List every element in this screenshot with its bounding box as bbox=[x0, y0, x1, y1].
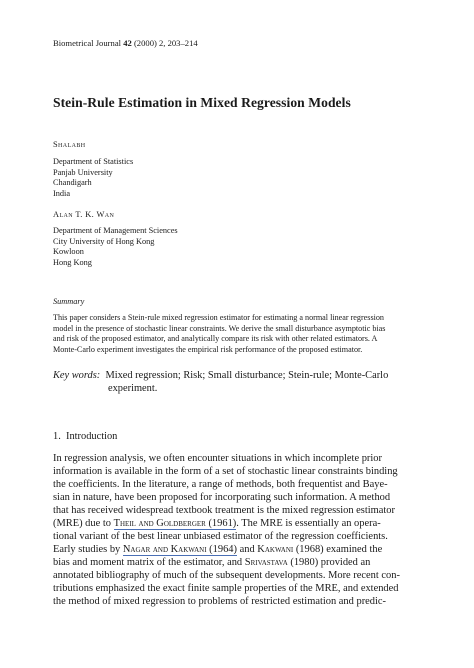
body-line bbox=[53, 517, 423, 530]
affiliation-line: Department of Management Sciences bbox=[53, 226, 178, 235]
section-number: 1. bbox=[53, 431, 61, 442]
body-line: that has received widespread textbook treatment is the mixed regression estimator bbox=[53, 505, 396, 516]
body-line: the coefficients. In the literature, a range of methods, both frequentist and Baye- bbox=[53, 479, 388, 490]
affiliation-line: Kowloon bbox=[53, 247, 84, 257]
author-citation: Srivastava bbox=[244, 557, 288, 568]
author-name: Shalabh bbox=[53, 140, 86, 149]
paper-title: Stein-Rule Estimation in Mixed Regression Models bbox=[53, 95, 351, 110]
affiliation-line: Panjab University bbox=[53, 167, 113, 177]
body-text: (1980) provided an bbox=[287, 557, 371, 568]
summary-heading: Summary bbox=[53, 297, 85, 306]
body-line bbox=[53, 556, 423, 569]
author-affiliation bbox=[53, 157, 133, 199]
body-line: In regression analysis, we often encounter situations in which incomplete prior bbox=[53, 453, 382, 464]
author-name: Alan T. K. Wan bbox=[53, 210, 115, 219]
keywords-label: Key words: bbox=[53, 370, 101, 381]
keywords-list: Mixed regression; Risk; Small disturbance; Stein-rule; Monte-Carlo bbox=[105, 370, 389, 381]
body-line: tributions emphasized the exact finite sample properties of the MRE, and extended bbox=[53, 583, 399, 594]
body-line: sian in nature, have been proposed for incorporating such information. A method bbox=[53, 492, 391, 503]
body-text: bias and moment matrix of the estimator, and bbox=[53, 557, 245, 568]
affiliation-line: City University of Hong Kong bbox=[53, 236, 155, 246]
body-text: . The MRE is essentially an opera- bbox=[236, 518, 381, 529]
body-text: and bbox=[237, 544, 258, 555]
intro-paragraph bbox=[53, 452, 423, 608]
body-text: (MRE) due to bbox=[53, 518, 114, 529]
summary-line: and risk of the proposed estimator, and analytically compare its risk with other related estimators. A bbox=[53, 334, 378, 344]
author-affiliation bbox=[53, 226, 178, 268]
affiliation-line: Department of Statistics bbox=[53, 157, 134, 166]
keywords-list-continued: experiment. bbox=[108, 383, 158, 394]
journal-citation bbox=[53, 38, 198, 48]
body-line: information is available in the form of a set of stochastic linear constraints binding bbox=[53, 466, 398, 477]
keywords bbox=[53, 369, 388, 395]
body-line: the method of mixed regression to problems of restricted estimation and predic- bbox=[53, 596, 387, 607]
affiliation-line: Hong Kong bbox=[53, 257, 92, 267]
body-text: (1968) examined the bbox=[293, 544, 383, 555]
body-line bbox=[53, 543, 423, 556]
body-line: annotated bibliography of much of the subsequent developments. More recent con- bbox=[53, 570, 400, 581]
author-citation: Kakwani bbox=[257, 544, 294, 555]
summary-line: This paper considers a Stein-rule mixed regression estimator for estimating a normal linear regression bbox=[53, 313, 384, 322]
summary-line: Monte-Carlo experiment investigates the empirical risk performance of the proposed estimator. bbox=[53, 344, 363, 354]
section-title: Introduction bbox=[66, 431, 118, 442]
journal-issue-pages: (2000) 2, 203–214 bbox=[133, 38, 198, 48]
citation-link-theil-goldberger[interactable]: Theil and Goldberger (1961) bbox=[113, 518, 237, 529]
section-heading bbox=[53, 431, 117, 442]
journal-volume: 42 bbox=[123, 38, 132, 48]
body-line: tional variant of the best linear unbiased estimator of the regression coefficients. bbox=[53, 531, 388, 542]
affiliation-line: Chandigarh bbox=[53, 178, 92, 188]
journal-name: Biometrical Journal bbox=[53, 38, 122, 48]
summary-text bbox=[53, 313, 423, 355]
body-text: Early studies by bbox=[53, 544, 123, 555]
summary-line: model in the presence of stochastic linear constraints. We derive the small disturbance asymptotic bias bbox=[53, 323, 386, 333]
citation-link-nagar-kakwani[interactable]: Nagar and Kakwani (1964) bbox=[122, 544, 237, 555]
affiliation-line: India bbox=[53, 188, 71, 198]
